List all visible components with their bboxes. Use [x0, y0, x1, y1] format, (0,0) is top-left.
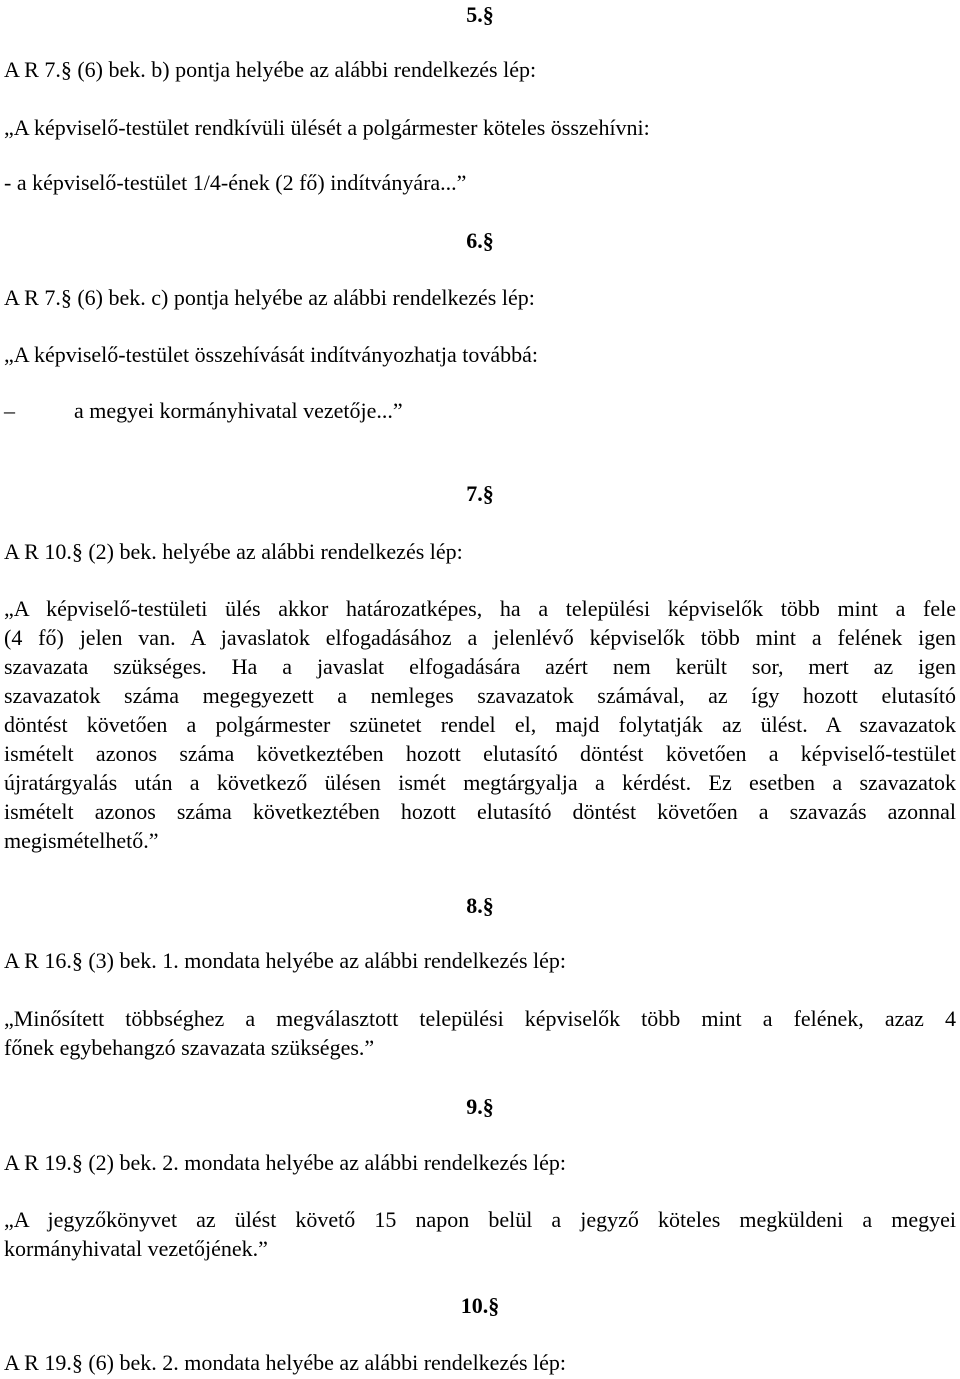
paragraph-line: „A jegyzőkönyvet az ülést követő 15 napon belül a jegyző köteles megküldeni a megyei	[4, 1207, 956, 1232]
section-7-heading: 7.§	[466, 481, 494, 506]
paragraph-line: főnek egybehangzó szavazata szükséges.”	[4, 1035, 375, 1060]
section-8-paragraph	[4, 1004, 956, 1062]
section-5-quote-line-2: - a képviselő-testület 1/4-ének (2 fő) indítványára...”	[4, 170, 467, 195]
section-6-quote-line-1: „A képviselő-testület összehívását indítványozhatja továbbá:	[4, 342, 538, 367]
section-8-heading: 8.§	[466, 893, 494, 918]
paragraph-line: szavazatok száma megegyezett a nemleges szavazatok számával, az így hozott elutasító	[4, 683, 956, 708]
section-9-heading: 9.§	[466, 1094, 494, 1119]
section-6-list-item	[4, 396, 403, 425]
section-8-intro: A R 16.§ (3) bek. 1. mondata helyébe az alábbi rendelkezés lép:	[4, 948, 567, 973]
section-7-intro: A R 10.§ (2) bek. helyébe az alábbi rendelkezés lép:	[4, 539, 463, 564]
section-6-intro: A R 7.§ (6) bek. c) pontja helyébe az alábbi rendelkezés lép:	[4, 285, 535, 310]
paragraph-line: újratárgyalás után a következő ülésen ismét megtárgyalja a kérdést. Ez esetben a szavazatok	[4, 770, 956, 795]
paragraph-line: „A képviselő-testületi ülés akkor határozatképes, ha a települési képviselők több mint a fele	[4, 596, 956, 621]
paragraph-line: (4 fő) jelen van. A javaslatok elfogadásához a jelenlévő képviselők több mint a felének igen	[4, 625, 956, 650]
section-7-paragraph	[4, 594, 956, 855]
paragraph-line: kormányhivatal vezetőjének.”	[4, 1236, 268, 1261]
section-6-heading: 6.§	[466, 228, 494, 253]
section-9-paragraph	[4, 1205, 956, 1263]
paragraph-line: döntést követően a polgármester szünetet rendel el, majd folytatják az ülést. A szavazatok	[4, 712, 956, 737]
section-9-intro: A R 19.§ (2) bek. 2. mondata helyébe az alábbi rendelkezés lép:	[4, 1150, 567, 1175]
section-5-intro: A R 7.§ (6) bek. b) pontja helyébe az alábbi rendelkezés lép:	[4, 57, 537, 82]
section-10-heading: 10.§	[460, 1293, 500, 1318]
section-10-intro: A R 19.§ (6) bek. 2. mondata helyébe az alábbi rendelkezés lép:	[4, 1350, 567, 1375]
paragraph-line: megismételhető.”	[4, 828, 159, 853]
section-5-heading: 5.§	[466, 2, 494, 27]
section-5-quote-line-1: „A képviselő-testület rendkívüli ülését a polgármester köteles összehívni:	[4, 115, 650, 140]
section-6-list-item-text: a megyei kormányhivatal vezetője...”	[74, 398, 403, 423]
paragraph-line: szavazata szükséges. Ha a javaslat elfogadására azért nem került sor, mert az igen	[4, 654, 956, 679]
paragraph-line: ismételt azonos száma következtében hozott elutasító döntést követően a szavazás azonnal	[4, 799, 956, 824]
paragraph-line: „Minősített többséghez a megválasztott települési képviselők több mint a felének, azaz 4	[4, 1006, 956, 1031]
paragraph-line: ismételt azonos száma következtében hozott elutasító döntést követően a képviselő-testület	[4, 741, 956, 766]
dash-bullet: –	[4, 398, 15, 423]
